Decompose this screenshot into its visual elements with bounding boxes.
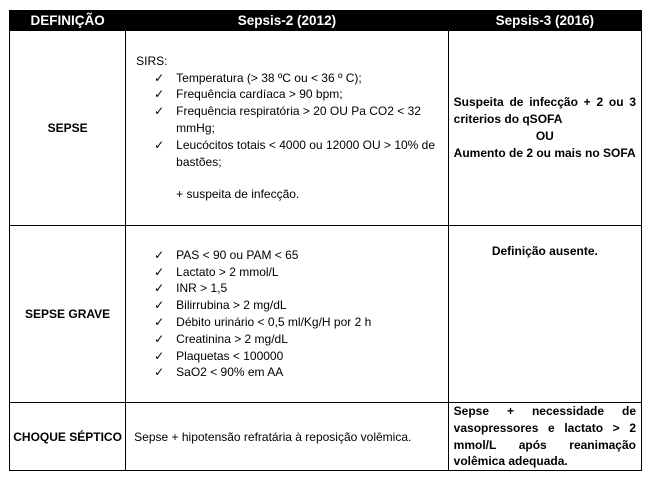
list-item: ✓ Lactato > 2 mmol/L <box>154 264 279 279</box>
header-sepsis2: Sepsis-2 (2012) <box>126 11 449 31</box>
sofa-criterion: Aumento de 2 ou mais no SOFA <box>453 145 636 160</box>
table-row-choque-septico <box>10 403 642 471</box>
checkmark-icon: ✓ <box>154 365 165 380</box>
list-item: ✓ SaO2 < 90% em AA <box>154 365 284 380</box>
table-header-row <box>10 11 642 31</box>
list-item: ✓ Débito urinário < 0,5 ml/Kg/H por 2 h <box>154 315 372 329</box>
row-label: CHOQUE SÉPTICO <box>10 403 126 471</box>
infection-suspicion-note: + suspeita de infecção. <box>176 187 300 202</box>
header-sepsis3: Sepsis-3 (2016) <box>448 11 641 31</box>
sepse-grave-sepsis3-cell: Definição ausente. <box>448 226 641 403</box>
list-item: ✓ Creatinina > 2 mg/dL <box>154 331 288 346</box>
checkmark-icon: ✓ <box>154 70 165 85</box>
checkmark-icon: ✓ <box>154 104 165 119</box>
severe-sepsis-criteria-list <box>136 247 448 381</box>
checkmark-icon: ✓ <box>154 281 165 296</box>
checkmark-icon: ✓ <box>154 315 165 329</box>
row-label: SEPSE <box>10 31 126 226</box>
choque-sepsis3-cell: Sepse + necessidade de vasopressores e lactato > 2 mmol/L após reanimação volêmica adequada. <box>448 403 641 471</box>
list-item: ✓ Bilirrubina > 2 mg/dL <box>154 298 287 313</box>
list-item: ✓ Plaquetas < 100000 <box>154 348 284 363</box>
checkmark-icon: ✓ <box>154 247 165 262</box>
checkmark-icon: ✓ <box>154 298 165 313</box>
list-item: ✓ Temperatura (> 38 ºC ou < 36 º C); <box>154 70 362 85</box>
or-separator: OU <box>535 129 554 143</box>
sepse-sepsis3-cell <box>448 31 641 226</box>
table-row-sepse <box>10 31 642 226</box>
sirs-label: SIRS: <box>136 53 168 68</box>
header-definition: DEFINIÇÃO <box>10 11 126 31</box>
sepsis-definitions-table <box>9 10 642 471</box>
choque-sepsis2-cell: Sepse + hipotensão refratária à reposição volêmica. <box>126 403 449 471</box>
checkmark-icon: ✓ <box>154 331 165 346</box>
sepse-sepsis2-cell <box>126 31 449 226</box>
list-item: ✓ Leucócitos totais < 4000 ou 12000 OU > 10% de bastões; <box>154 137 436 169</box>
checkmark-icon: ✓ <box>154 87 165 102</box>
list-item: ✓ INR > 1,5 <box>154 281 228 296</box>
qsofa-criterion: Suspeita de infecção + 2 ou 3 criterios do qSOFA <box>453 95 636 127</box>
list-item: ✓ Frequência respiratória > 20 OU Pa CO2 < 32 mmHg; <box>154 104 421 135</box>
sepse-grave-sepsis2-cell <box>126 226 449 403</box>
list-item: ✓ PAS < 90 ou PAM < 65 <box>154 247 299 262</box>
sirs-criteria-list <box>136 70 448 171</box>
list-item: ✓ Frequência cardíaca > 90 bpm; <box>154 87 343 102</box>
checkmark-icon: ✓ <box>154 348 165 363</box>
checkmark-icon: ✓ <box>154 264 165 279</box>
table-row-sepse-grave <box>10 226 642 403</box>
row-label: SEPSE GRAVE <box>10 226 126 403</box>
checkmark-icon: ✓ <box>154 137 165 152</box>
